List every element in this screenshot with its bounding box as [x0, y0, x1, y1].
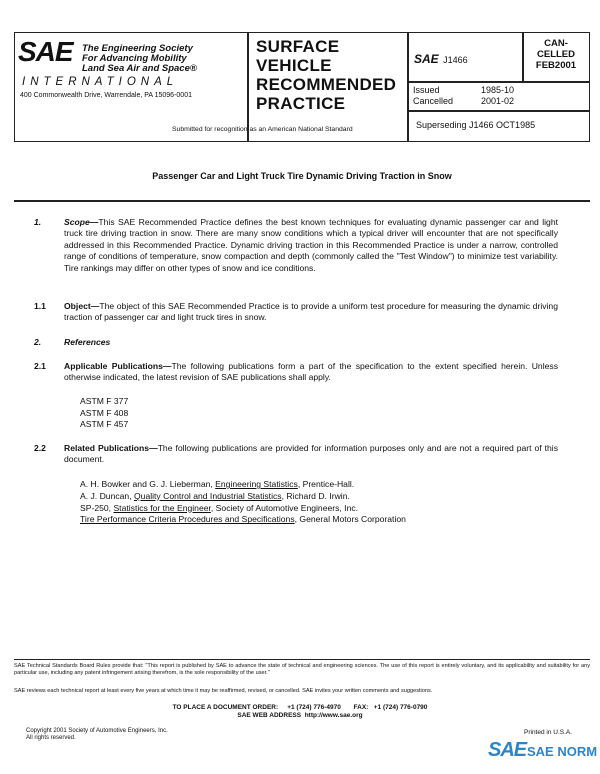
header-divider-2	[407, 32, 409, 142]
document-number	[414, 50, 468, 68]
reference-item	[80, 503, 406, 515]
doc-sae-logo: SAE	[414, 52, 439, 66]
section-2-heading: References	[64, 337, 111, 347]
section-1-number: 1.	[34, 217, 42, 227]
astm-item: ASTM F 377	[80, 396, 129, 406]
section-2-1-number: 2.1	[34, 361, 46, 371]
fax-number: +1 (724) 776-0790	[373, 704, 428, 711]
society-line-3: Land Sea Air and Space	[82, 63, 190, 74]
order-info	[0, 704, 600, 720]
order-label: TO PLACE A DOCUMENT ORDER:	[172, 704, 279, 711]
astm-list	[80, 396, 128, 431]
reference-item	[80, 479, 406, 491]
section-1-1-text: The object of this SAE Recommended Practice is to provide a uniform test procedure for measuring the dynamic driving traction of passenger car and light truck tires in snow.	[64, 301, 558, 323]
reference-publisher: , General Motors Corporation	[294, 514, 406, 525]
submitted-note: Submitted for recognition as an American National Standard	[172, 126, 353, 133]
issued-date: 1985-10	[481, 85, 515, 95]
registered-mark: ®	[189, 63, 197, 74]
section-1-1-heading: Object—	[64, 301, 100, 311]
footer-rule	[14, 659, 590, 660]
related-references	[80, 479, 406, 526]
title-rule	[14, 200, 590, 202]
watermark-sae-logo: SAE	[488, 739, 527, 761]
reference-publisher: , Society of Automotive Engineers, Inc.	[210, 502, 359, 513]
copyright-line: Copyright 2001 Society of Automotive Engineers, Inc.	[26, 728, 168, 734]
footer-rules: SAE Technical Standards Board Rules provide that: "This report is published by SAE to advance the state of technical and engineering sciences. The use of this report is entirely voluntary, and its applicability and suitability for any particular use, including any patent infringement arising therefrom, is the sole responsibility of the user."	[14, 663, 590, 676]
footer-review: SAE reviews each technical report at least every five years at which time it may be reaffirmed, revised, or cancelled. SAE invites your written comments and suggestions.	[14, 688, 433, 694]
section-2-number: 2.	[34, 337, 42, 347]
section-2-2-number: 2.2	[34, 443, 46, 453]
society-line-2: For Advancing Mobility	[82, 53, 187, 64]
cancelled-label: Cancelled	[413, 96, 454, 106]
category-line-4: PRACTICE	[256, 94, 346, 113]
reference-title: Tire Performance Criteria Procedures and Specifications	[80, 514, 295, 525]
status-line-2: CELLED	[537, 49, 575, 60]
international-text: INTERNATIONAL	[22, 76, 179, 88]
order-phone: +1 (724) 776-4970	[287, 704, 341, 711]
header-divider-5	[407, 110, 590, 112]
category-line-1: SURFACE	[256, 37, 340, 56]
section-1-heading: Scope—	[64, 217, 99, 227]
status-line-1: CAN-	[544, 38, 568, 49]
section-2-2-text: The following publications are provided for information purposes only and are not a required part of this document.	[64, 443, 558, 465]
astm-item: ASTM F 408	[80, 407, 129, 418]
section-2-1-heading: Applicable Publications—	[64, 361, 172, 371]
header-divider-4	[407, 81, 590, 83]
section-2-1-applicable	[64, 361, 558, 384]
reference-authors: A. H. Bowker and G. J. Lieberman,	[80, 479, 216, 489]
category-line-2: VEHICLE	[256, 56, 332, 75]
printed-in: Printed in U.S.A.	[524, 729, 573, 736]
section-2-2-heading: Related Publications—	[64, 443, 158, 453]
document-category	[256, 37, 396, 113]
reference-publisher: , Prentice-Hall.	[297, 479, 355, 489]
reference-title: Engineering Statistics	[215, 479, 298, 489]
cancelled-date: 2001-02	[481, 96, 515, 106]
copyright	[26, 728, 168, 742]
address: 400 Commonwealth Drive, Warrendale, PA 15096-0001	[20, 92, 192, 99]
section-2-1-text: The following publications form a part of the specification to the extent specified herein. Unless otherwise indicated, the latest revision of SAE publications shall apply.	[64, 361, 558, 383]
document-title: Passenger Car and Light Truck Tire Dynamic Driving Traction in Snow	[152, 171, 452, 181]
superseding: Superseding J1466 OCT1985	[416, 120, 536, 130]
rights-line: All rights reserved.	[26, 735, 76, 741]
header-divider-3	[522, 32, 524, 82]
reference-title: Statistics for the Engineer	[113, 502, 211, 513]
society-line-1: The Engineering Society	[82, 43, 193, 54]
reference-item	[80, 491, 406, 503]
astm-item: ASTM F 457	[80, 419, 129, 429]
section-1-1-number: 1.1	[34, 301, 46, 311]
reference-authors: A. J. Duncan,	[80, 490, 134, 501]
reference-authors: SP-250,	[80, 502, 114, 513]
society-tagline	[82, 44, 197, 74]
web-label: SAE WEB ADDRESS	[237, 712, 302, 719]
section-1-text: This SAE Recommended Practice defines the best known techniques for evaluating dynamic passenger car and light truck tire driving traction in snow. There are many snow conditions which a typical driver will encounter that are not specifically addressed in this Recommended Practice. Dynamic driving traction in this Recommended Practice is under a narrow, controlled range of conditions of temperature, snow compaction and depth (commonly called the "Test Window") to minimize test variability. Tire rankings may differ on other types of snow and ice conditions.	[64, 217, 558, 273]
status-line-3: FEB2001	[535, 60, 577, 71]
cancelled-status	[526, 38, 586, 71]
fax-label: FAX:	[353, 704, 369, 711]
watermark-sae-norm: SAE NORM	[527, 744, 598, 759]
section-2-2-related	[64, 443, 558, 466]
section-1-scope	[64, 217, 558, 274]
category-line-3: RECOMMENDED	[256, 75, 397, 94]
reference-title: Quality Control and Industrial Statistics	[133, 490, 282, 501]
web-address[interactable]: http://www.sae.org	[304, 712, 363, 719]
doc-number-value: J1466	[443, 55, 468, 65]
dates	[413, 85, 514, 107]
sae-logo: SAE	[18, 36, 73, 67]
reference-item	[80, 514, 406, 526]
issued-label: Issued	[413, 85, 440, 95]
section-1-1-object	[64, 301, 558, 324]
reference-publisher: , Richard D. Irwin.	[281, 490, 350, 501]
